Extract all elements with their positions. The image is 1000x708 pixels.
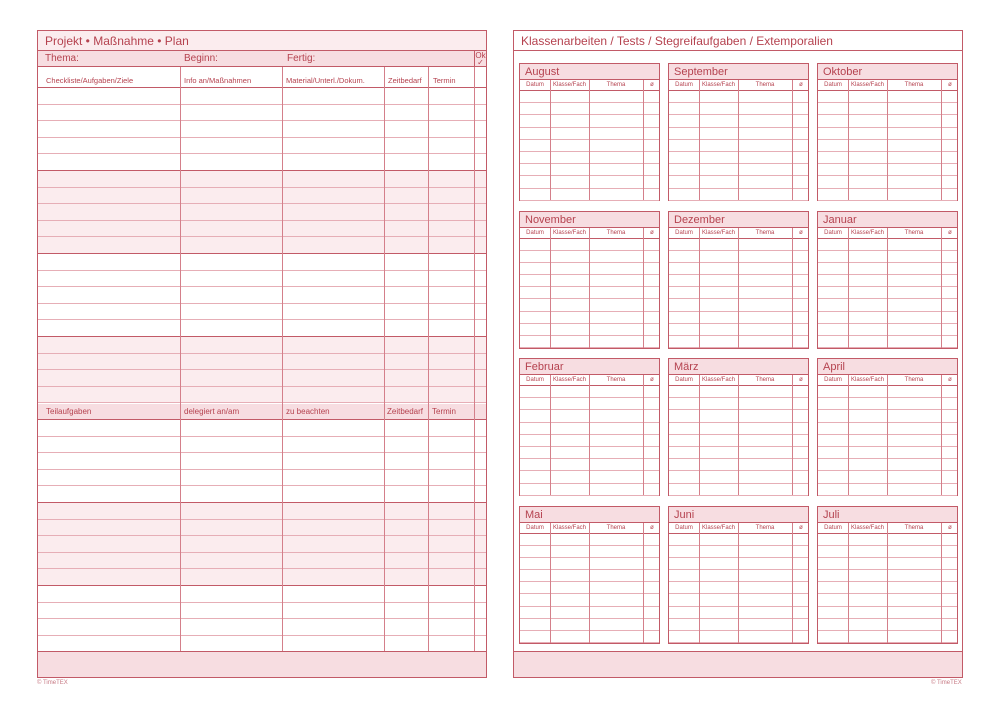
column-divider xyxy=(699,228,700,348)
col-klasse-fach: Klasse/Fach xyxy=(552,229,586,236)
column-divider xyxy=(738,80,739,200)
col-average: ø xyxy=(650,82,654,88)
month-title: Dezember xyxy=(669,212,808,228)
column-divider xyxy=(643,523,644,643)
table-row xyxy=(38,154,486,171)
col-thema: Thema xyxy=(755,229,775,236)
table-row xyxy=(38,287,486,304)
table-row xyxy=(38,503,486,520)
subtasks-table-header xyxy=(38,404,486,420)
table-row xyxy=(38,437,486,454)
class-tests-page xyxy=(513,30,963,678)
col-zeitbedarf-2: Zeitbedarf xyxy=(387,407,424,416)
column-divider xyxy=(643,228,644,348)
table-row xyxy=(38,387,486,404)
table-row xyxy=(38,337,486,354)
month-block xyxy=(668,63,809,201)
table-row xyxy=(38,619,486,636)
month-title: Mai xyxy=(520,507,659,523)
table-row xyxy=(38,520,486,537)
col-termin-2: Termin xyxy=(432,407,457,416)
month-title: März xyxy=(669,359,808,375)
fertig-label: Fertig: xyxy=(287,53,316,64)
col-average: ø xyxy=(799,229,803,236)
col-thema: Thema xyxy=(904,82,924,88)
month-block xyxy=(668,211,809,349)
month-block xyxy=(817,63,958,201)
month-title: Oktober xyxy=(818,64,957,80)
col-klasse-fach: Klasse/Fach xyxy=(850,377,884,383)
col-zeitbedarf: Zeitbedarf xyxy=(388,76,422,85)
month-block xyxy=(519,63,660,201)
month-title: Februar xyxy=(520,359,659,375)
col-klasse-fach: Klasse/Fach xyxy=(701,229,735,236)
col-thema: Thema xyxy=(606,82,626,88)
table-row xyxy=(38,354,486,371)
column-divider xyxy=(643,80,644,200)
ok-column-header xyxy=(474,51,486,67)
table-row xyxy=(38,636,486,653)
col-average: ø xyxy=(948,229,952,236)
column-divider xyxy=(550,523,551,643)
col-thema: Thema xyxy=(606,229,626,236)
month-block xyxy=(519,211,660,349)
copyright-right: © TimeTEX xyxy=(931,680,962,686)
table-row xyxy=(38,138,486,155)
table-row xyxy=(38,553,486,570)
column-divider xyxy=(282,67,283,677)
column-divider xyxy=(589,228,590,348)
column-divider xyxy=(550,80,551,200)
col-klasse-fach: Klasse/Fach xyxy=(701,82,735,88)
page-title: Projekt • Maßnahme • Plan xyxy=(38,31,486,51)
col-klasse-fach: Klasse/Fach xyxy=(552,82,586,88)
page-title: Klassenarbeiten / Tests / Stegreifaufgaben / Extemporalien xyxy=(514,31,962,51)
column-divider xyxy=(792,228,793,348)
project-info-bar xyxy=(38,51,486,67)
table-row xyxy=(38,121,486,138)
column-divider xyxy=(180,67,181,677)
col-datum: Datum xyxy=(526,229,544,236)
subtasks-table-body xyxy=(38,420,486,653)
table-row xyxy=(38,486,486,503)
col-datum: Datum xyxy=(824,377,842,383)
month-block xyxy=(817,358,958,496)
col-teilaufgaben: Teilaufgaben xyxy=(46,407,92,416)
col-thema: Thema xyxy=(755,377,775,383)
column-divider xyxy=(887,80,888,200)
checklist-table-header xyxy=(38,74,486,88)
column-divider xyxy=(792,375,793,495)
table-row xyxy=(38,320,486,337)
column-divider xyxy=(848,228,849,348)
table-row xyxy=(38,254,486,271)
table-row xyxy=(38,470,486,487)
table-row xyxy=(38,88,486,105)
column-divider xyxy=(699,80,700,200)
table-row xyxy=(38,237,486,254)
beginn-label: Beginn: xyxy=(184,53,218,64)
column-divider xyxy=(941,523,942,643)
col-termin: Termin xyxy=(433,76,456,85)
month-block xyxy=(519,358,660,496)
month-title: Januar xyxy=(818,212,957,228)
column-divider xyxy=(941,375,942,495)
table-row xyxy=(38,603,486,620)
col-datum: Datum xyxy=(675,377,693,383)
column-divider xyxy=(428,67,429,677)
column-divider xyxy=(792,523,793,643)
col-datum: Datum xyxy=(526,524,544,531)
ok-label: Ok xyxy=(475,51,486,60)
table-row xyxy=(38,221,486,238)
column-divider xyxy=(738,523,739,643)
col-average: ø xyxy=(948,82,952,88)
column-divider xyxy=(941,228,942,348)
col-klasse-fach: Klasse/Fach xyxy=(850,524,884,531)
footer-band xyxy=(38,651,486,677)
check-icon: ✓ xyxy=(477,58,484,67)
table-row xyxy=(38,171,486,188)
table-row xyxy=(38,188,486,205)
table-row xyxy=(38,569,486,586)
col-average: ø xyxy=(650,377,654,383)
project-plan-page xyxy=(37,30,487,678)
column-divider xyxy=(643,375,644,495)
col-average: ø xyxy=(799,82,803,88)
col-datum: Datum xyxy=(526,377,544,383)
column-divider xyxy=(699,523,700,643)
column-divider xyxy=(589,523,590,643)
month-title: September xyxy=(669,64,808,80)
month-title: Juli xyxy=(818,507,957,523)
table-row xyxy=(38,453,486,470)
col-thema: Thema xyxy=(755,524,775,531)
col-klasse-fach: Klasse/Fach xyxy=(850,82,884,88)
col-klasse-fach: Klasse/Fach xyxy=(552,524,586,531)
col-datum: Datum xyxy=(824,229,842,236)
table-row xyxy=(38,370,486,387)
table-row xyxy=(38,536,486,553)
column-divider xyxy=(550,375,551,495)
column-divider xyxy=(699,375,700,495)
table-row xyxy=(38,204,486,221)
col-klasse-fach: Klasse/Fach xyxy=(701,377,735,383)
col-klasse-fach: Klasse/Fach xyxy=(701,524,735,531)
col-thema: Thema xyxy=(904,524,924,531)
col-average: ø xyxy=(799,377,803,383)
month-block xyxy=(817,506,958,644)
col-average: ø xyxy=(650,524,654,531)
col-material: Material/Unterl./Dokum. xyxy=(286,76,365,85)
col-datum: Datum xyxy=(675,229,693,236)
table-row xyxy=(38,304,486,321)
column-divider xyxy=(887,228,888,348)
footer-band xyxy=(514,651,962,677)
col-average: ø xyxy=(650,229,654,236)
column-divider xyxy=(589,80,590,200)
col-checkliste: Checkliste/Aufgaben/Ziele xyxy=(46,76,134,85)
column-divider xyxy=(738,375,739,495)
month-title: August xyxy=(520,64,659,80)
col-klasse-fach: Klasse/Fach xyxy=(552,377,586,383)
month-block xyxy=(817,211,958,349)
table-row xyxy=(38,271,486,288)
month-title: November xyxy=(520,212,659,228)
column-divider xyxy=(474,67,475,677)
col-datum: Datum xyxy=(526,82,544,88)
column-divider xyxy=(848,375,849,495)
column-divider xyxy=(941,80,942,200)
col-thema: Thema xyxy=(904,377,924,383)
column-divider xyxy=(550,228,551,348)
col-average: ø xyxy=(948,524,952,531)
col-thema: Thema xyxy=(606,377,626,383)
col-info: Info an/Maßnahmen xyxy=(184,76,252,85)
col-datum: Datum xyxy=(675,82,693,88)
col-klasse-fach: Klasse/Fach xyxy=(850,229,884,236)
column-divider xyxy=(848,80,849,200)
table-row xyxy=(38,105,486,122)
month-title: Juni xyxy=(669,507,808,523)
month-title: April xyxy=(818,359,957,375)
month-block xyxy=(668,358,809,496)
col-thema: Thema xyxy=(904,229,924,236)
thema-label: Thema: xyxy=(45,53,79,64)
column-divider xyxy=(887,523,888,643)
col-thema: Thema xyxy=(755,82,775,88)
column-divider xyxy=(384,67,385,677)
column-divider xyxy=(792,80,793,200)
month-block xyxy=(668,506,809,644)
table-row xyxy=(38,420,486,437)
table-row xyxy=(38,586,486,603)
col-datum: Datum xyxy=(824,524,842,531)
col-average: ø xyxy=(948,377,952,383)
column-divider xyxy=(887,375,888,495)
column-divider xyxy=(738,228,739,348)
checklist-table-body xyxy=(38,88,486,404)
col-datum: Datum xyxy=(824,82,842,88)
col-delegiert: delegiert an/am xyxy=(184,407,240,416)
col-datum: Datum xyxy=(675,524,693,531)
col-zu-beachten: zu beachten xyxy=(286,407,330,416)
col-average: ø xyxy=(799,524,803,531)
month-block xyxy=(519,506,660,644)
copyright-left: © TimeTEX xyxy=(37,680,68,686)
column-divider xyxy=(589,375,590,495)
column-divider xyxy=(848,523,849,643)
col-thema: Thema xyxy=(606,524,626,531)
